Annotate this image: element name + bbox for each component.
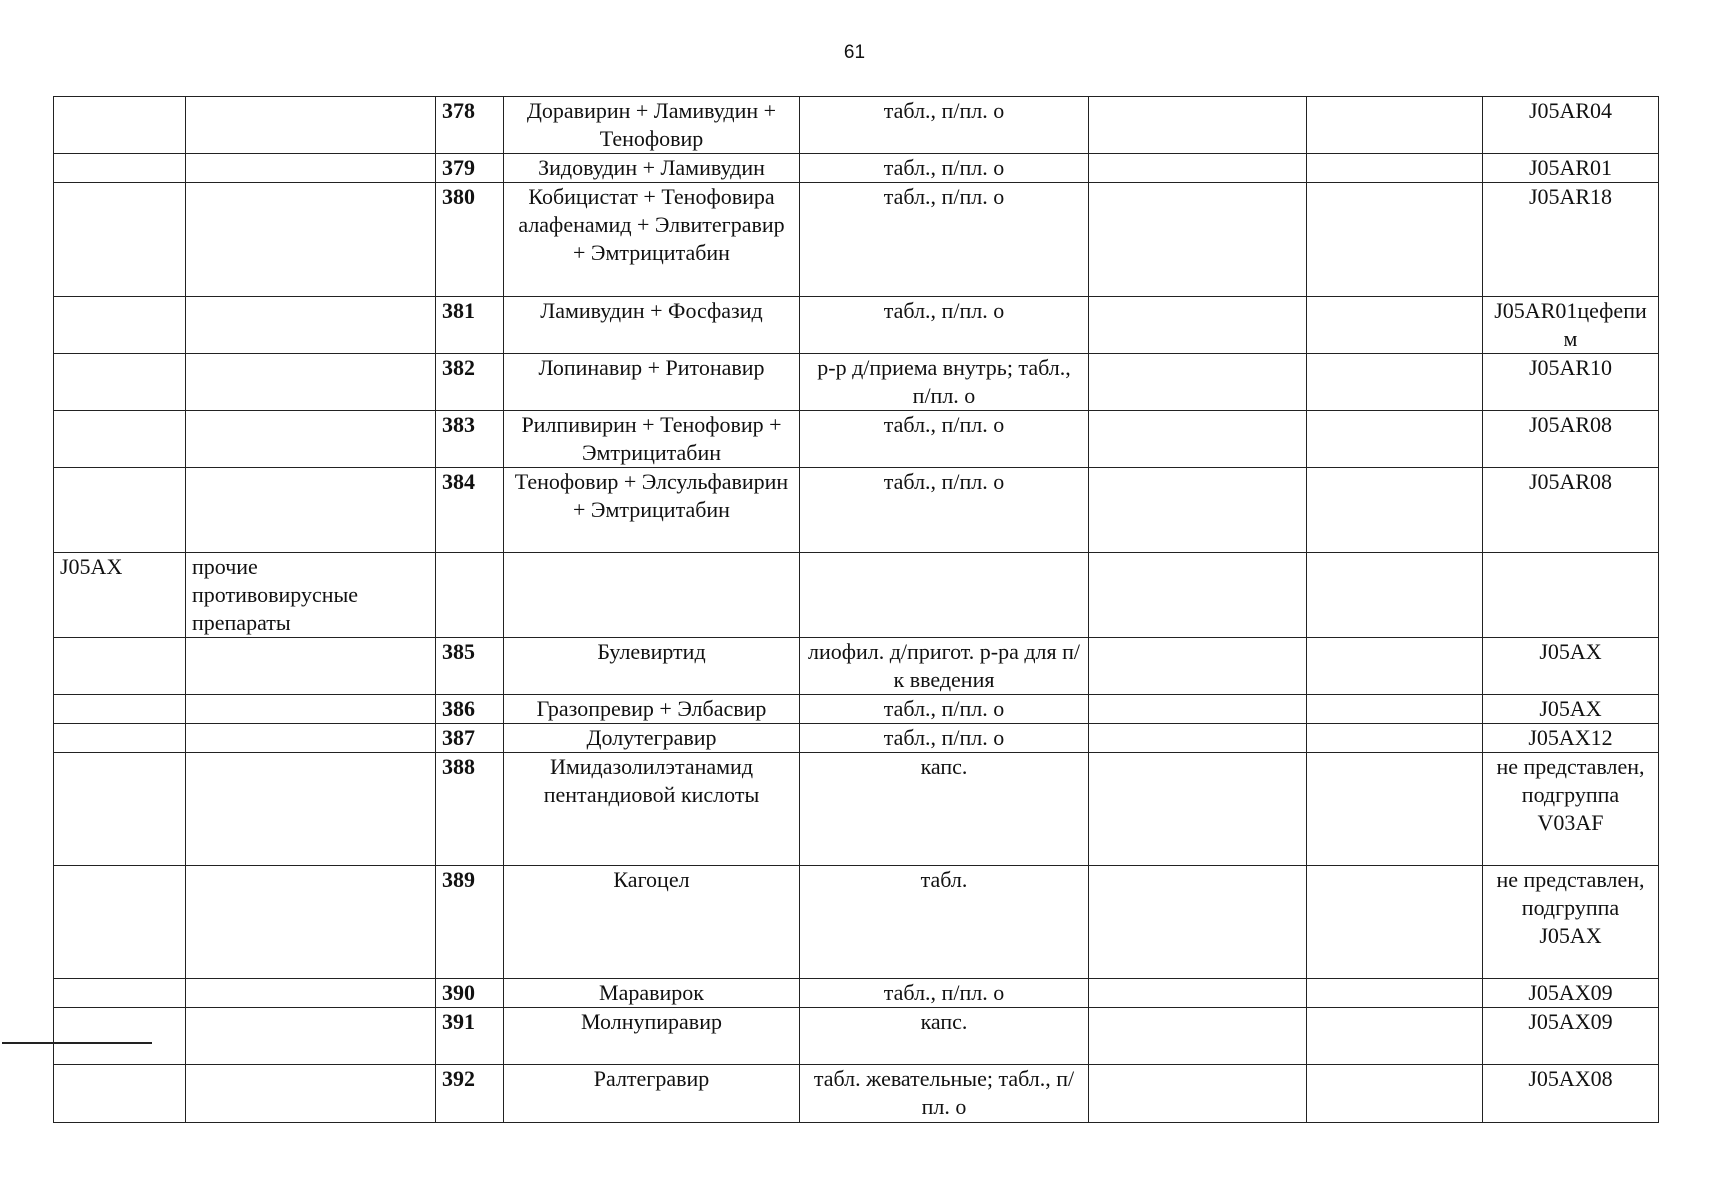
drug-name-cell: Молнупиравир: [504, 1008, 800, 1065]
group-name-cell: [186, 753, 436, 866]
dosage-form-cell: лиофил. д/пригот. р-ра для п/к введения: [800, 638, 1089, 695]
dosage-form-cell: капс.: [800, 1008, 1089, 1065]
page-number: 61: [843, 42, 866, 63]
table-row: [54, 411, 1659, 468]
atc-code-cell: [54, 866, 186, 979]
dosage-form-cell: табл., п/пл. о: [800, 979, 1089, 1008]
table-row: [54, 183, 1659, 297]
empty-cell: [1089, 354, 1307, 411]
atc-code-cell: [54, 183, 186, 297]
row-number-cell: 387: [436, 724, 504, 753]
empty-cell: [1089, 1065, 1307, 1123]
row-number-cell: 379: [436, 154, 504, 183]
empty-cell: [1089, 866, 1307, 979]
drug-name-cell: Маравирок: [504, 979, 800, 1008]
dosage-form-cell: табл., п/пл. о: [800, 97, 1089, 154]
group-name-cell: [186, 97, 436, 154]
drug-name-cell: Рилпивирин + Тенофовир + Эмтрицитабин: [504, 411, 800, 468]
atc-reference-cell: J05AX09: [1483, 1008, 1659, 1065]
row-number-cell: 391: [436, 1008, 504, 1065]
empty-cell: [1089, 468, 1307, 553]
row-number-cell: 378: [436, 97, 504, 154]
drug-name-cell: Долутегравир: [504, 724, 800, 753]
atc-code-cell: [54, 354, 186, 411]
row-number-cell: 380: [436, 183, 504, 297]
empty-cell: [1307, 1065, 1483, 1123]
atc-code-cell: [54, 97, 186, 154]
table-row: [54, 1065, 1659, 1123]
empty-cell: [1307, 979, 1483, 1008]
group-name-cell: [186, 154, 436, 183]
row-number-cell: 392: [436, 1065, 504, 1123]
row-number-cell: 383: [436, 411, 504, 468]
group-name-cell: [186, 411, 436, 468]
empty-cell: [1089, 638, 1307, 695]
atc-reference-cell: не представлен, подгруппа V03AF: [1483, 753, 1659, 866]
dosage-form-cell: р-р д/приема внутрь; табл., п/пл. о: [800, 354, 1089, 411]
empty-cell: [1307, 553, 1483, 638]
dosage-form-cell: табл., п/пл. о: [800, 695, 1089, 724]
empty-cell: [1307, 468, 1483, 553]
empty-cell: [1089, 154, 1307, 183]
empty-cell: [1307, 866, 1483, 979]
empty-cell: [1089, 979, 1307, 1008]
empty-cell: [1089, 183, 1307, 297]
dosage-form-cell: табл., п/пл. о: [800, 411, 1089, 468]
drug-name-cell: Имидазолилэтанамид пентандиовой кислоты: [504, 753, 800, 866]
empty-cell: [1307, 753, 1483, 866]
atc-reference-cell: J05AX: [1483, 695, 1659, 724]
drug-name-cell: Кагоцел: [504, 866, 800, 979]
atc-reference-cell: J05AR01цефепим: [1483, 297, 1659, 354]
table-row: [54, 724, 1659, 753]
row-number-cell: 384: [436, 468, 504, 553]
group-name-cell: [186, 354, 436, 411]
scan-artifact-line: [2, 1042, 152, 1044]
dosage-form-cell: табл., п/пл. о: [800, 468, 1089, 553]
group-name-cell: [186, 468, 436, 553]
atc-code-cell: [54, 468, 186, 553]
drug-name-cell: [504, 553, 800, 638]
group-name-cell: [186, 183, 436, 297]
atc-code-cell: [54, 979, 186, 1008]
table-row: [54, 154, 1659, 183]
empty-cell: [1307, 1008, 1483, 1065]
atc-reference-cell: J05AX09: [1483, 979, 1659, 1008]
atc-code-cell: [54, 1065, 186, 1123]
dosage-form-cell: табл., п/пл. о: [800, 154, 1089, 183]
drug-name-cell: Доравирин + Ламивудин + Тенофовир: [504, 97, 800, 154]
atc-reference-cell: J05AR18: [1483, 183, 1659, 297]
group-name-cell: [186, 638, 436, 695]
table-row: [54, 1008, 1659, 1065]
empty-cell: [1307, 297, 1483, 354]
dosage-form-cell: табл., п/пл. о: [800, 183, 1089, 297]
empty-cell: [1307, 638, 1483, 695]
empty-cell: [1307, 97, 1483, 154]
group-name-cell: [186, 695, 436, 724]
atc-reference-cell: J05AX08: [1483, 1065, 1659, 1123]
empty-cell: [1089, 695, 1307, 724]
empty-cell: [1307, 154, 1483, 183]
drug-name-cell: Ралтегравир: [504, 1065, 800, 1123]
row-number-cell: 382: [436, 354, 504, 411]
row-number-cell: 389: [436, 866, 504, 979]
drug-table: [53, 96, 1659, 1123]
table-row: [54, 97, 1659, 154]
table-row: [54, 468, 1659, 553]
atc-code-cell: [54, 638, 186, 695]
atc-code-cell: J05AX: [54, 553, 186, 638]
group-name-cell: прочие противовирусные препараты: [186, 553, 436, 638]
empty-cell: [1307, 724, 1483, 753]
empty-cell: [1089, 553, 1307, 638]
table-row: [54, 866, 1659, 979]
drug-name-cell: Зидовудин + Ламивудин: [504, 154, 800, 183]
table-row: [54, 638, 1659, 695]
drug-name-cell: Булевиртид: [504, 638, 800, 695]
empty-cell: [1307, 411, 1483, 468]
atc-reference-cell: J05AR01: [1483, 154, 1659, 183]
group-name-cell: [186, 1008, 436, 1065]
drug-name-cell: Ламивудин + Фосфазид: [504, 297, 800, 354]
empty-cell: [1307, 183, 1483, 297]
empty-cell: [1307, 354, 1483, 411]
atc-reference-cell: J05AR10: [1483, 354, 1659, 411]
atc-reference-cell: J05AR04: [1483, 97, 1659, 154]
drug-name-cell: Гразопревир + Элбасвир: [504, 695, 800, 724]
empty-cell: [1089, 411, 1307, 468]
empty-cell: [1089, 297, 1307, 354]
drug-name-cell: Тенофовир + Элсульфавирин + Эмтрицитабин: [504, 468, 800, 553]
table-row: [54, 553, 1659, 638]
empty-cell: [1089, 753, 1307, 866]
table-row: [54, 297, 1659, 354]
dosage-form-cell: капс.: [800, 753, 1089, 866]
row-number-cell: 386: [436, 695, 504, 724]
atc-code-cell: [54, 753, 186, 866]
table-row: [54, 979, 1659, 1008]
atc-code-cell: [54, 695, 186, 724]
dosage-form-cell: [800, 553, 1089, 638]
atc-code-cell: [54, 1008, 186, 1065]
atc-code-cell: [54, 411, 186, 468]
table-row: [54, 695, 1659, 724]
empty-cell: [1089, 724, 1307, 753]
atc-reference-cell: не представлен, подгруппа J05AX: [1483, 866, 1659, 979]
empty-cell: [1307, 695, 1483, 724]
atc-reference-cell: J05AR08: [1483, 468, 1659, 553]
drug-name-cell: Кобицистат + Тенофовира алафенамид + Элвитегравир + Эмтрицитабин: [504, 183, 800, 297]
dosage-form-cell: табл., п/пл. о: [800, 724, 1089, 753]
row-number-cell: 388: [436, 753, 504, 866]
row-number-cell: 381: [436, 297, 504, 354]
row-number-cell: 390: [436, 979, 504, 1008]
group-name-cell: [186, 979, 436, 1008]
empty-cell: [1089, 97, 1307, 154]
dosage-form-cell: табл.: [800, 866, 1089, 979]
empty-cell: [1089, 1008, 1307, 1065]
table-row: [54, 354, 1659, 411]
atc-reference-cell: J05AR08: [1483, 411, 1659, 468]
atc-reference-cell: [1483, 553, 1659, 638]
row-number-cell: 385: [436, 638, 504, 695]
table-row: [54, 753, 1659, 866]
group-name-cell: [186, 1065, 436, 1123]
group-name-cell: [186, 297, 436, 354]
table-body: [54, 97, 1659, 1123]
dosage-form-cell: табл., п/пл. о: [800, 297, 1089, 354]
atc-code-cell: [54, 724, 186, 753]
atc-reference-cell: J05AX12: [1483, 724, 1659, 753]
row-number-cell: [436, 553, 504, 638]
atc-reference-cell: J05AX: [1483, 638, 1659, 695]
group-name-cell: [186, 866, 436, 979]
dosage-form-cell: табл. жевательные; табл., п/пл. о: [800, 1065, 1089, 1123]
atc-code-cell: [54, 297, 186, 354]
group-name-cell: [186, 724, 436, 753]
drug-name-cell: Лопинавир + Ритонавир: [504, 354, 800, 411]
atc-code-cell: [54, 154, 186, 183]
